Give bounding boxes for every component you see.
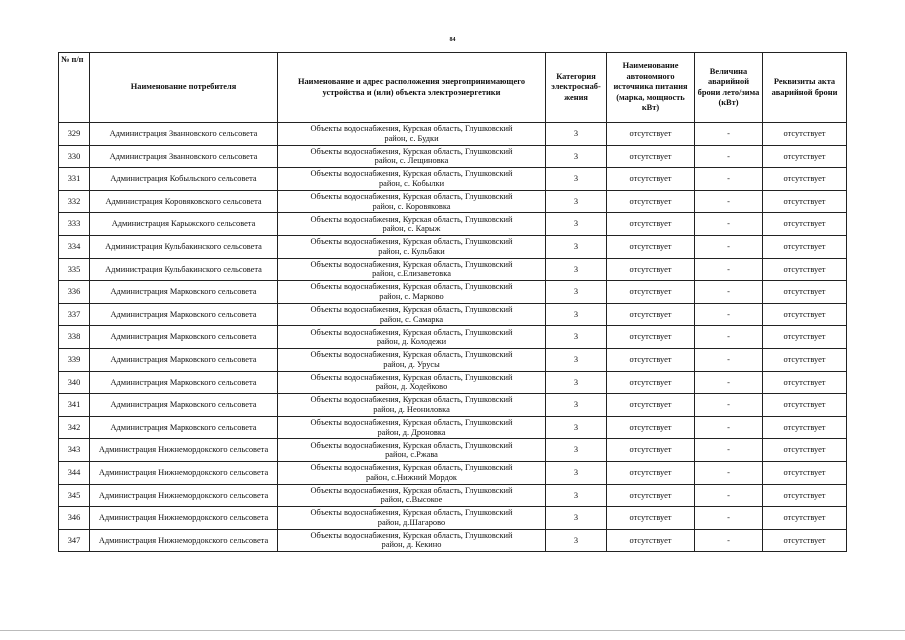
row-power-source: отсутствует <box>607 484 695 507</box>
object-line-2: район, с. Марково <box>379 291 444 301</box>
row-act: отсутствует <box>763 123 847 146</box>
row-act: отсутствует <box>763 439 847 462</box>
object-line-2: район, д. Кекино <box>381 540 442 550</box>
row-power-source: отсутствует <box>607 213 695 236</box>
table-row <box>59 439 847 462</box>
row-consumer: Администрация Карыжского сельсовета <box>90 213 278 236</box>
row-number: 344 <box>59 461 90 484</box>
table-row <box>59 326 847 349</box>
row-object <box>278 190 546 213</box>
header-consumer: Наименование потребителя <box>90 53 278 123</box>
row-object <box>278 123 546 146</box>
page-bottom-rule <box>0 630 905 631</box>
row-power-source: отсутствует <box>607 281 695 304</box>
row-consumer: Администрация Нижнемордокского сельсовета <box>90 484 278 507</box>
object-line-1: Объекты водоснабжения, Курская область, Глушковский <box>310 463 513 473</box>
table-row <box>59 213 847 236</box>
registry-table <box>58 52 847 552</box>
row-object <box>278 258 546 281</box>
row-consumer: Администрация Званновского сельсовета <box>90 123 278 146</box>
object-line-1: Объекты водоснабжения, Курская область, Глушковский <box>310 440 513 450</box>
object-line-2: район, с. Коровяковка <box>372 201 451 211</box>
header-power-source: Наименование автономного источника питания (марка, мощность кВт) <box>607 53 695 123</box>
row-consumer: Администрация Нижнемордокского сельсовета <box>90 529 278 552</box>
row-act: отсутствует <box>763 326 847 349</box>
object-line-1: Объекты водоснабжения, Курская область, Глушковский <box>310 304 513 314</box>
object-line-2: район, д. Ходейково <box>375 382 448 392</box>
object-line-2: район, с.Нижний Мордок <box>366 472 457 482</box>
row-consumer: Администрация Кобыльского сельсовета <box>90 168 278 191</box>
row-reserve: - <box>695 145 763 168</box>
object-line-2: район, с. Будки <box>384 133 439 143</box>
row-consumer: Администрация Нижнемордокского сельсовета <box>90 507 278 530</box>
row-number: 335 <box>59 258 90 281</box>
row-category: 3 <box>546 371 607 394</box>
object-line-1: Объекты водоснабжения, Курская область, Глушковский <box>310 169 513 179</box>
row-consumer: Администрация Коровяковского сельсовета <box>90 190 278 213</box>
object-line-2: район, д. Урусы <box>383 359 440 369</box>
row-number: 329 <box>59 123 90 146</box>
object-line-1: Объекты водоснабжения, Курская область, Глушковский <box>310 237 513 247</box>
row-number: 339 <box>59 348 90 371</box>
row-consumer: Администрация Марковского сельсовета <box>90 348 278 371</box>
table-row <box>59 145 847 168</box>
table-row <box>59 281 847 304</box>
object-line-2: район, с. Кульбаки <box>378 246 445 256</box>
object-line-2: район, с. Кобылки <box>378 178 445 188</box>
row-act: отсутствует <box>763 213 847 236</box>
row-reserve: - <box>695 416 763 439</box>
row-consumer: Администрация Марковского сельсовета <box>90 394 278 417</box>
row-number: 334 <box>59 235 90 258</box>
row-reserve: - <box>695 371 763 394</box>
object-line-1: Объекты водоснабжения, Курская область, Глушковский <box>310 214 513 224</box>
object-line-1: Объекты водоснабжения, Курская область, Глушковский <box>310 327 513 337</box>
row-consumer: Администрация Марковского сельсовета <box>90 281 278 304</box>
row-act: отсутствует <box>763 461 847 484</box>
row-object <box>278 371 546 394</box>
row-number: 341 <box>59 394 90 417</box>
row-act: отсутствует <box>763 507 847 530</box>
row-object <box>278 145 546 168</box>
header-object: Наименование и адрес расположения энергопринимающего устройства и (или) объекта электроэнергетики <box>278 53 546 123</box>
row-power-source: отсутствует <box>607 235 695 258</box>
row-category: 3 <box>546 145 607 168</box>
row-number: 336 <box>59 281 90 304</box>
object-line-1: Объекты водоснабжения, Курская область, Глушковский <box>310 282 513 292</box>
row-object <box>278 235 546 258</box>
row-power-source: отсутствует <box>607 168 695 191</box>
row-number: 330 <box>59 145 90 168</box>
table-row <box>59 371 847 394</box>
page-number: 84 <box>449 37 456 43</box>
row-power-source: отсутствует <box>607 258 695 281</box>
object-line-2: район, с. Самарка <box>379 314 444 324</box>
row-consumer: Администрация Марковского сельсовета <box>90 303 278 326</box>
row-object <box>278 326 546 349</box>
object-line-2: район, с. Карыж <box>382 224 441 234</box>
row-category: 3 <box>546 484 607 507</box>
row-act: отсутствует <box>763 416 847 439</box>
row-category: 3 <box>546 348 607 371</box>
row-object <box>278 213 546 236</box>
row-category: 3 <box>546 461 607 484</box>
object-line-2: район, д. Колодежи <box>376 337 447 347</box>
row-reserve: - <box>695 507 763 530</box>
object-line-1: Объекты водоснабжения, Курская область, Глушковский <box>310 259 513 269</box>
row-consumer: Администрация Кульбакинского сельсовета <box>90 258 278 281</box>
table-row <box>59 168 847 191</box>
table-row <box>59 235 847 258</box>
row-act: отсутствует <box>763 303 847 326</box>
object-line-1: Объекты водоснабжения, Курская область, Глушковский <box>310 530 513 540</box>
row-reserve: - <box>695 461 763 484</box>
row-category: 3 <box>546 326 607 349</box>
table-row <box>59 484 847 507</box>
row-category: 3 <box>546 529 607 552</box>
row-act: отсутствует <box>763 348 847 371</box>
header-act: Реквизиты акта аварийной брони <box>763 53 847 123</box>
row-reserve: - <box>695 439 763 462</box>
row-reserve: - <box>695 484 763 507</box>
row-consumer: Администрация Нижнемордокского сельсовета <box>90 439 278 462</box>
row-reserve: - <box>695 529 763 552</box>
table-row <box>59 348 847 371</box>
object-line-1: Объекты водоснабжения, Курская область, Глушковский <box>310 146 513 156</box>
row-power-source: отсутствует <box>607 145 695 168</box>
header-category: Категория электроснаб-жения <box>546 53 607 123</box>
row-number: 338 <box>59 326 90 349</box>
row-reserve: - <box>695 123 763 146</box>
row-object <box>278 303 546 326</box>
row-reserve: - <box>695 394 763 417</box>
row-reserve: - <box>695 190 763 213</box>
table-row <box>59 416 847 439</box>
row-consumer: Администрация Марковского сельсовета <box>90 371 278 394</box>
object-line-1: Объекты водоснабжения, Курская область, Глушковский <box>310 417 513 427</box>
row-act: отсутствует <box>763 484 847 507</box>
row-power-source: отсутствует <box>607 371 695 394</box>
row-object <box>278 484 546 507</box>
row-act: отсутствует <box>763 190 847 213</box>
row-consumer: Администрация Кульбакинского сельсовета <box>90 235 278 258</box>
row-act: отсутствует <box>763 258 847 281</box>
row-object <box>278 348 546 371</box>
row-reserve: - <box>695 235 763 258</box>
row-act: отсутствует <box>763 281 847 304</box>
object-line-1: Объекты водоснабжения, Курская область, Глушковский <box>310 350 513 360</box>
object-line-1: Объекты водоснабжения, Курская область, Глушковский <box>310 485 513 495</box>
row-object <box>278 416 546 439</box>
row-category: 3 <box>546 190 607 213</box>
row-consumer: Администрация Нижнемордокского сельсовета <box>90 461 278 484</box>
row-number: 340 <box>59 371 90 394</box>
row-number: 345 <box>59 484 90 507</box>
table-row <box>59 123 847 146</box>
row-object <box>278 394 546 417</box>
table-body <box>59 123 847 552</box>
object-line-2: район, с. Лещиновка <box>374 156 449 166</box>
row-number: 346 <box>59 507 90 530</box>
object-line-2: район, с.Высокое <box>380 495 443 505</box>
row-power-source: отсутствует <box>607 348 695 371</box>
table-row <box>59 529 847 552</box>
row-reserve: - <box>695 326 763 349</box>
row-power-source: отсутствует <box>607 190 695 213</box>
table-row <box>59 303 847 326</box>
row-act: отсутствует <box>763 145 847 168</box>
row-number: 347 <box>59 529 90 552</box>
object-line-2: район, д.Шагарово <box>377 517 446 527</box>
row-category: 3 <box>546 416 607 439</box>
row-power-source: отсутствует <box>607 529 695 552</box>
row-number: 332 <box>59 190 90 213</box>
row-power-source: отсутствует <box>607 416 695 439</box>
table-row <box>59 461 847 484</box>
table-row <box>59 507 847 530</box>
row-power-source: отсутствует <box>607 439 695 462</box>
row-category: 3 <box>546 439 607 462</box>
row-number: 337 <box>59 303 90 326</box>
row-power-source: отсутствует <box>607 507 695 530</box>
table-header-row <box>59 53 847 123</box>
row-consumer: Администрация Званновского сельсовета <box>90 145 278 168</box>
row-number: 333 <box>59 213 90 236</box>
row-reserve: - <box>695 258 763 281</box>
row-object <box>278 439 546 462</box>
row-category: 3 <box>546 303 607 326</box>
row-object <box>278 281 546 304</box>
row-power-source: отсутствует <box>607 326 695 349</box>
row-act: отсутствует <box>763 394 847 417</box>
row-category: 3 <box>546 394 607 417</box>
object-line-2: район, с.Ржава <box>385 450 438 460</box>
row-power-source: отсутствует <box>607 394 695 417</box>
object-line-1: Объекты водоснабжения, Курская область, Глушковский <box>310 124 513 134</box>
row-category: 3 <box>546 258 607 281</box>
row-number: 331 <box>59 168 90 191</box>
row-power-source: отсутствует <box>607 461 695 484</box>
row-act: отсутствует <box>763 371 847 394</box>
row-act: отсутствует <box>763 529 847 552</box>
header-reserve: Величина аварийной брони лето/зима (кВт) <box>695 53 763 123</box>
row-category: 3 <box>546 281 607 304</box>
row-reserve: - <box>695 303 763 326</box>
row-reserve: - <box>695 348 763 371</box>
object-line-1: Объекты водоснабжения, Курская область, Глушковский <box>310 395 513 405</box>
header-number: № п/п <box>59 53 90 123</box>
row-number: 343 <box>59 439 90 462</box>
row-consumer: Администрация Марковского сельсовета <box>90 326 278 349</box>
row-act: отсутствует <box>763 168 847 191</box>
row-object <box>278 507 546 530</box>
row-category: 3 <box>546 123 607 146</box>
row-category: 3 <box>546 235 607 258</box>
row-number: 342 <box>59 416 90 439</box>
object-line-2: район, д. Дроновка <box>377 427 446 437</box>
row-power-source: отсутствует <box>607 123 695 146</box>
object-line-1: Объекты водоснабжения, Курская область, Глушковский <box>310 191 513 201</box>
object-line-2: район, с.Елизаветовка <box>372 269 451 279</box>
row-category: 3 <box>546 168 607 191</box>
row-category: 3 <box>546 507 607 530</box>
table-row <box>59 394 847 417</box>
row-object <box>278 529 546 552</box>
table-row <box>59 190 847 213</box>
row-power-source: отсутствует <box>607 303 695 326</box>
row-act: отсутствует <box>763 235 847 258</box>
row-reserve: - <box>695 168 763 191</box>
row-object <box>278 168 546 191</box>
row-reserve: - <box>695 281 763 304</box>
object-line-1: Объекты водоснабжения, Курская область, Глушковский <box>310 508 513 518</box>
table-row <box>59 258 847 281</box>
row-reserve: - <box>695 213 763 236</box>
row-category: 3 <box>546 213 607 236</box>
object-line-2: район, д. Неониловка <box>373 404 450 414</box>
object-line-1: Объекты водоснабжения, Курская область, Глушковский <box>310 372 513 382</box>
row-object <box>278 461 546 484</box>
row-consumer: Администрация Марковского сельсовета <box>90 416 278 439</box>
